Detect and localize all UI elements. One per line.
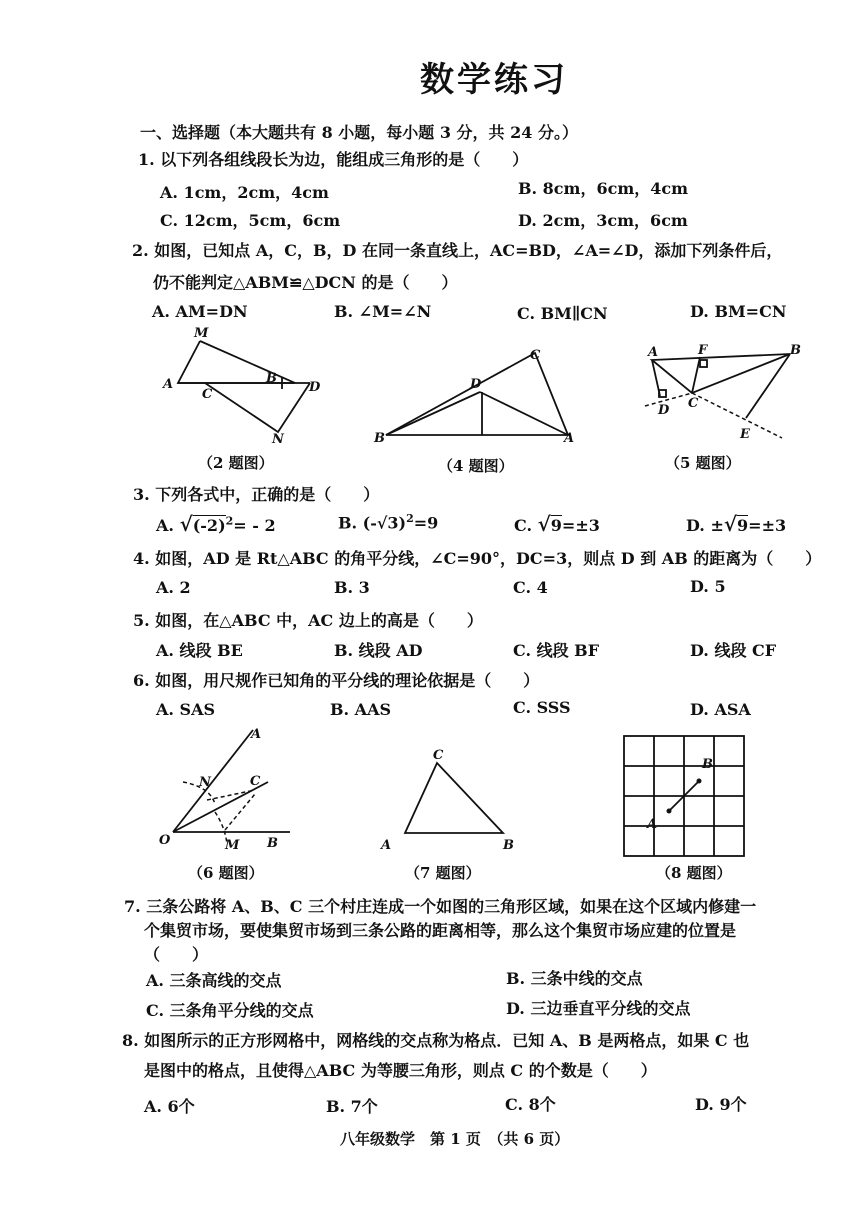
segment-cf: [692, 357, 700, 393]
q7-stem-line3: （ ）: [144, 945, 209, 964]
q5-option-b[interactable]: B. 线段 AD: [334, 641, 423, 660]
q4-stem: 4. 如图，AD 是 Rt△ABC 的角平分线，∠C=90°，DC=3，则点 D 到 AB 的距离为（ ）: [133, 549, 822, 568]
figure-q4: [370, 345, 580, 450]
label-f: F: [698, 343, 708, 358]
caption-fig5: （5 题图）: [665, 454, 741, 472]
q3-c-label: C.: [514, 516, 533, 535]
q2-stem-line2: 仍不能判定△ABM≌△DCN 的是（ ）: [153, 273, 458, 292]
ray-oc: [173, 782, 268, 832]
label-b: B: [267, 836, 278, 851]
figure-q5: [640, 340, 805, 450]
arc-mc: [225, 794, 255, 830]
figure-q8: [620, 732, 748, 860]
point-a: [667, 809, 672, 814]
sqrt-icon: √: [723, 512, 738, 536]
q3-b-base: (-√3): [362, 513, 407, 533]
q3-b-label: B.: [338, 513, 358, 533]
label-n: N: [199, 775, 211, 790]
segment-ad: [480, 392, 568, 435]
q6-option-c[interactable]: C. SSS: [513, 698, 571, 717]
label-a: A: [564, 431, 575, 446]
label-m: M: [225, 838, 240, 853]
q7-option-b[interactable]: B. 三条中线的交点: [506, 969, 643, 988]
q3-option-d[interactable]: [686, 512, 786, 536]
q5-option-a[interactable]: A. 线段 BE: [156, 641, 243, 660]
label-b: B: [503, 838, 514, 853]
label-a: A: [648, 345, 659, 360]
q3-a-radicand: (-2): [192, 516, 226, 535]
figure-q2: [160, 325, 330, 450]
q3-c-radicand: 9: [550, 516, 562, 535]
label-d: D: [470, 377, 482, 392]
q3-stem: 3. 下列各式中，正确的是（ ）: [133, 485, 380, 504]
q8-stem-line2: 是图中的格点，且使得△ABC 为等腰三角形，则点 C 的个数是（ ）: [144, 1061, 657, 1080]
q7-stem-line1: 7. 三条公路将 A、B、C 三个村庄连成一个如图的三角形区域，如果在这个区域内修建一: [124, 897, 757, 916]
label-b: B: [266, 371, 277, 386]
label-c: C: [202, 387, 213, 402]
q1-option-c[interactable]: C. 12cm，5cm，6cm: [160, 211, 341, 230]
label-n: N: [272, 432, 284, 447]
q5-option-c[interactable]: C. 线段 BF: [513, 641, 600, 660]
q3-b-exponent: 2: [406, 512, 414, 525]
q2-option-c[interactable]: C. BM∥CN: [517, 304, 608, 323]
ray-oa: [173, 730, 253, 832]
q8-option-d[interactable]: D. 9个: [695, 1095, 747, 1114]
q3-option-a[interactable]: [156, 512, 276, 536]
label-b: B: [702, 757, 713, 772]
q4-option-b[interactable]: B. 3: [334, 578, 370, 597]
q1-option-b[interactable]: B. 8cm，6cm，4cm: [518, 179, 689, 198]
section-header: 一、选择题（本大题共有 8 小题，每小题 3 分，共 24 分。）: [140, 123, 578, 142]
q3-a-exponent: 2: [225, 514, 234, 528]
q7-option-d[interactable]: D. 三边垂直平分线的交点: [506, 999, 691, 1018]
q8-option-a[interactable]: A. 6个: [144, 1097, 195, 1116]
q2-stem-line1: 2. 如图，已知点 A，C，B，D 在同一条直线上，AC=BD，∠A=∠D，添加下列条件后，: [132, 241, 783, 260]
page-title: 数学练习: [420, 60, 568, 100]
q7-option-a[interactable]: A. 三条高线的交点: [146, 971, 282, 990]
q3-b-rhs: =9: [413, 513, 439, 533]
triangle-dcn: [205, 383, 310, 432]
caption-fig6: （6 题图）: [188, 864, 264, 882]
q3-a-rhs: = - 2: [233, 516, 276, 535]
page-footer: 八年级数学 第 1 页 （共 6 页）: [340, 1130, 570, 1148]
q2-option-b[interactable]: B. ∠M=∠N: [334, 302, 432, 321]
label-d: D: [309, 380, 321, 395]
q3-a-label: A.: [156, 516, 174, 535]
label-d: D: [658, 403, 670, 418]
q1-stem: 1. 以下列各组线段长为边，能组成三角形的是（ ）: [138, 150, 529, 169]
arc-nc: [207, 790, 255, 800]
label-m: M: [194, 326, 209, 341]
q3-d-radicand: 9: [737, 516, 749, 535]
q5-stem: 5. 如图，在△ABC 中，AC 边上的高是（ ）: [133, 611, 483, 630]
label-c: C: [250, 774, 261, 789]
label-o: O: [159, 833, 171, 848]
label-a: A: [647, 817, 658, 832]
right-angle-f: [700, 360, 707, 367]
line-ce-ext: [692, 393, 782, 438]
figure-q7: [375, 745, 525, 855]
q6-option-a[interactable]: A. SAS: [156, 700, 216, 719]
q8-stem-line1: 8. 如图所示的正方形网格中，网格线的交点称为格点．已知 A、B 是两格点，如果 C 也: [122, 1031, 750, 1050]
triangle-abm: [178, 341, 295, 383]
q1-option-d[interactable]: D. 2cm，3cm，6cm: [518, 211, 688, 230]
q4-option-c[interactable]: C. 4: [513, 578, 548, 597]
q4-option-d[interactable]: D. 5: [690, 577, 726, 596]
label-b: B: [790, 343, 801, 358]
figure-q6: [155, 722, 300, 852]
q7-stem-line2: 个集贸市场，要使集贸市场到三条公路的距离相等，那么这个集贸市场应建的位置是: [144, 921, 737, 940]
point-b: [697, 779, 702, 784]
q7-option-c[interactable]: C. 三条角平分线的交点: [146, 1001, 314, 1020]
q1-option-a[interactable]: A. 1cm，2cm，4cm: [160, 183, 329, 202]
q5-option-d[interactable]: D. 线段 CF: [690, 641, 777, 660]
label-c: C: [433, 748, 444, 763]
q6-option-b[interactable]: B. AAS: [330, 700, 392, 719]
label-c: C: [688, 396, 699, 411]
caption-fig8: （8 题图）: [656, 864, 732, 882]
caption-fig4: （4 题图）: [438, 457, 514, 475]
q3-option-b[interactable]: [338, 512, 438, 532]
caption-fig7: （7 题图）: [405, 864, 481, 882]
label-b: B: [374, 431, 385, 446]
q3-c-rhs: =±3: [561, 516, 600, 535]
label-e: E: [740, 427, 750, 442]
label-a: A: [251, 727, 262, 742]
q8-option-b[interactable]: B. 7个: [326, 1097, 378, 1116]
q3-d-label: D. ±: [686, 516, 724, 535]
label-c: C: [530, 348, 541, 363]
sqrt-icon: √: [179, 512, 193, 536]
caption-fig2: （2 题图）: [198, 454, 274, 472]
q8-option-c[interactable]: C. 8个: [505, 1095, 556, 1114]
q6-stem: 6. 如图，用尺规作已知角的平分线的理论依据是（ ）: [133, 671, 540, 690]
q6-option-d[interactable]: D. ASA: [690, 700, 751, 719]
label-a: A: [163, 377, 174, 392]
triangle-abc: [652, 354, 790, 393]
q4-option-a[interactable]: A. 2: [156, 578, 191, 597]
q2-option-d[interactable]: D. BM=CN: [690, 302, 787, 321]
q3-d-rhs: =±3: [748, 516, 787, 535]
q3-option-c[interactable]: [514, 512, 600, 536]
q2-option-a[interactable]: A. AM=DN: [152, 302, 248, 321]
sqrt-icon: √: [537, 512, 551, 536]
triangle-abc: [405, 763, 503, 833]
segment-bd: [386, 392, 480, 435]
label-a: A: [381, 838, 392, 853]
